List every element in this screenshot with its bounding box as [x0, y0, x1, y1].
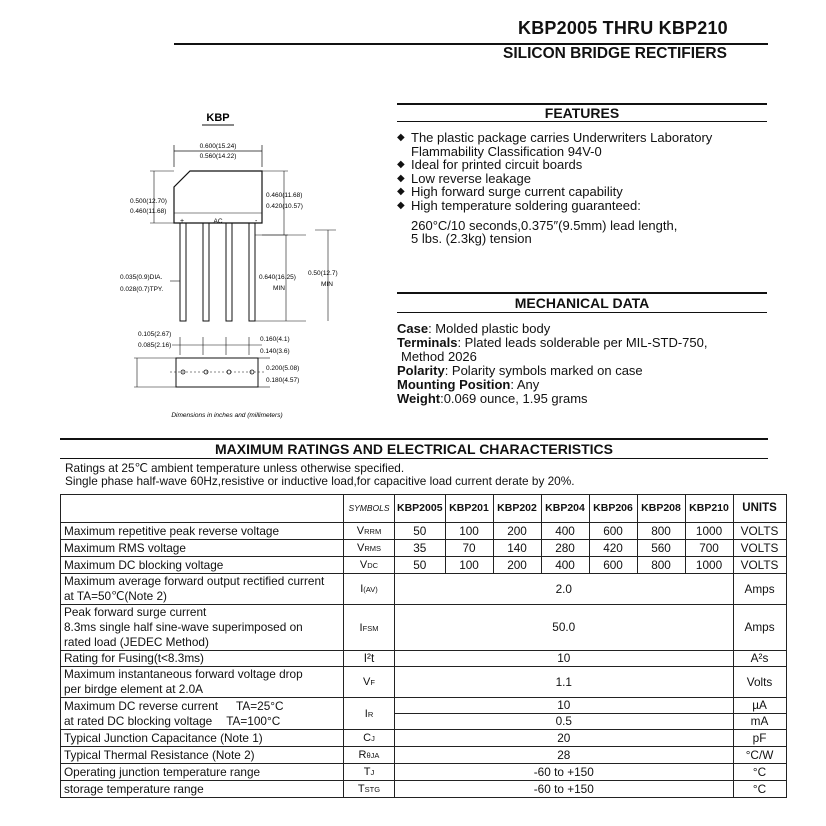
dim-lead-dia1: 0.035(0.9)DIA.	[120, 274, 163, 281]
ratings-notes: Ratings at 25℃ ambient temperature unless otherwise specified. Single phase half-wave 60Hz,resistive or inductive load,for capacitive load current derate by 20%.	[65, 461, 575, 488]
table-row: Maximum instantaneous forward voltage drop per birdge element at 2.0A VF 1.1 Volts	[61, 667, 787, 698]
dim-lead-len3: 0.50(12.7)	[308, 270, 338, 277]
dim-th1: 0.200(5.08)	[266, 365, 300, 372]
header-units: UNITS	[733, 495, 786, 523]
dim-lead-dia2: 0.028(0.7)TPY.	[120, 286, 164, 293]
dim-pitch2: 0.085(2.16)	[138, 342, 172, 349]
ratings-rule-bottom	[60, 458, 768, 459]
bullet-icon: ◆	[397, 186, 405, 197]
table-row: Typical Junction Capacitance (Note 1) CJ 20 pF	[61, 730, 787, 747]
ratings-heading: MAXIMUM RATINGS AND ELECTRICAL CHARACTERISTICS	[215, 441, 613, 457]
minus-mark: -	[255, 218, 258, 225]
table-header-row	[61, 495, 787, 523]
header-part: KBP202	[493, 495, 541, 523]
features-heading: FEATURES	[544, 105, 620, 121]
dim-lead-len1: 0.640(16.25)	[259, 274, 296, 281]
feature-item: ◆ The plastic package carries Underwriters Laboratory Flammability Classification 94V-0	[397, 130, 713, 159]
header-symbols: SYMBOLS	[344, 495, 395, 523]
header-part: KBP208	[637, 495, 685, 523]
plus-mark: +	[180, 218, 185, 225]
mech-heading: MECHANICAL DATA	[514, 295, 650, 311]
mech-rule-top	[397, 292, 767, 294]
dim-sp2: 0.140(3.6)	[260, 348, 290, 355]
feature-item: ◆ Ideal for printed circuit boards	[397, 157, 583, 172]
table-row: Maximum RMS voltage VRMS 35 70 140 280 420 560 700 VOLTS	[61, 540, 787, 557]
dim-width-bot: 0.560(14.22)	[199, 153, 237, 160]
feature-item: ◆ High temperature soldering guaranteed:	[397, 197, 641, 213]
diagram-caption: Dimensions in inches and (millimeters)	[171, 412, 283, 419]
ratings-rule	[60, 438, 768, 440]
dim-width-top: 0.600(15.24)	[199, 143, 237, 150]
bullet-icon: ◆	[397, 132, 405, 143]
table-row: Maximum average forward output rectified current at TA=50℃(Note 2) I(AV) 2.0 Amps	[61, 574, 787, 605]
page-title: KBP2005 THRU KBP210	[518, 18, 728, 38]
header-part: KBP204	[541, 495, 589, 523]
ratings-table	[60, 494, 787, 798]
table-row: Operating junction temperature range TJ -60 to +150 °C	[61, 764, 787, 781]
dim-th2: 0.180(4.57)	[266, 377, 300, 384]
table-row: Rating for Fusing(t<8.3ms) I²t 10 A²s	[61, 651, 787, 667]
table-row: Maximum repetitive peak reverse voltage VRRM 50 100 200 400 600 800 1000 VOLTS	[61, 523, 787, 540]
page-subtitle: SILICON BRIDGE RECTIFIERS	[503, 45, 727, 62]
table-row: Typical Thermal Resistance (Note 2) RθJA 28 °C/W	[61, 747, 787, 764]
features-rule-bottom	[397, 121, 767, 122]
package-diagram	[110, 105, 350, 425]
solder-line-2: 5 lbs. (2.3kg) tension	[411, 231, 532, 246]
header-part: KBP201	[445, 495, 493, 523]
table-row: Peak forward surge current 8.3ms single half sine-wave superimposed on rated load (JEDEC Method) IFSM 50.0 Amps	[61, 605, 787, 651]
table-row: Maximum DC blocking voltage VDC 50 100 200 400 600 800 1000 VOLTS	[61, 557, 787, 574]
mech-rule-bottom	[397, 312, 767, 313]
feature-item: ◆ High forward surge current capability	[397, 184, 623, 199]
dim-pitch1: 0.105(2.67)	[138, 331, 172, 338]
dim-lead-len2: MIN	[273, 285, 285, 292]
table-row: storage temperature range TSTG -60 to +150 °C	[61, 781, 787, 798]
table-row: Maximum DC reverse current TA=25°C at rated DC blocking voltage TA=100°C IR 10 µA	[61, 698, 787, 714]
dim-right-h2: 0.420(10.57)	[266, 203, 303, 210]
mech-data: Case: Molded plastic body Terminals: Plated leads solderable per MIL-STD-750, Method 2026 Polarity: Polarity symbols marked on case Mounting Position: Any Weight:0.069 ounce, 1.95 grams	[397, 321, 708, 406]
header-part: KBP210	[685, 495, 733, 523]
bullet-icon: ◆	[397, 172, 405, 184]
table-row: 0.5 mA	[61, 714, 787, 730]
bullet-icon: ◆	[397, 199, 405, 211]
header-part: KBP2005	[395, 495, 446, 523]
dim-left-h1: 0.500(12.70)	[130, 198, 167, 205]
header-part: KBP206	[589, 495, 637, 523]
feature-item: ◆ Low reverse leakage	[397, 170, 531, 186]
solder-line-1: 260°C/10 seconds,0.375″(9.5mm) lead length,	[411, 218, 678, 233]
dim-left-h2: 0.460(11.68)	[130, 208, 167, 215]
dim-right-h1: 0.460(11.68)	[266, 192, 303, 199]
package-label: KBP	[206, 112, 230, 124]
ac-mark: AC	[213, 218, 223, 225]
dim-sp1: 0.160(4.1)	[260, 336, 290, 343]
dim-lead-len4: MIN	[321, 281, 333, 288]
bullet-icon: ◆	[397, 159, 405, 170]
features-list	[397, 131, 767, 212]
